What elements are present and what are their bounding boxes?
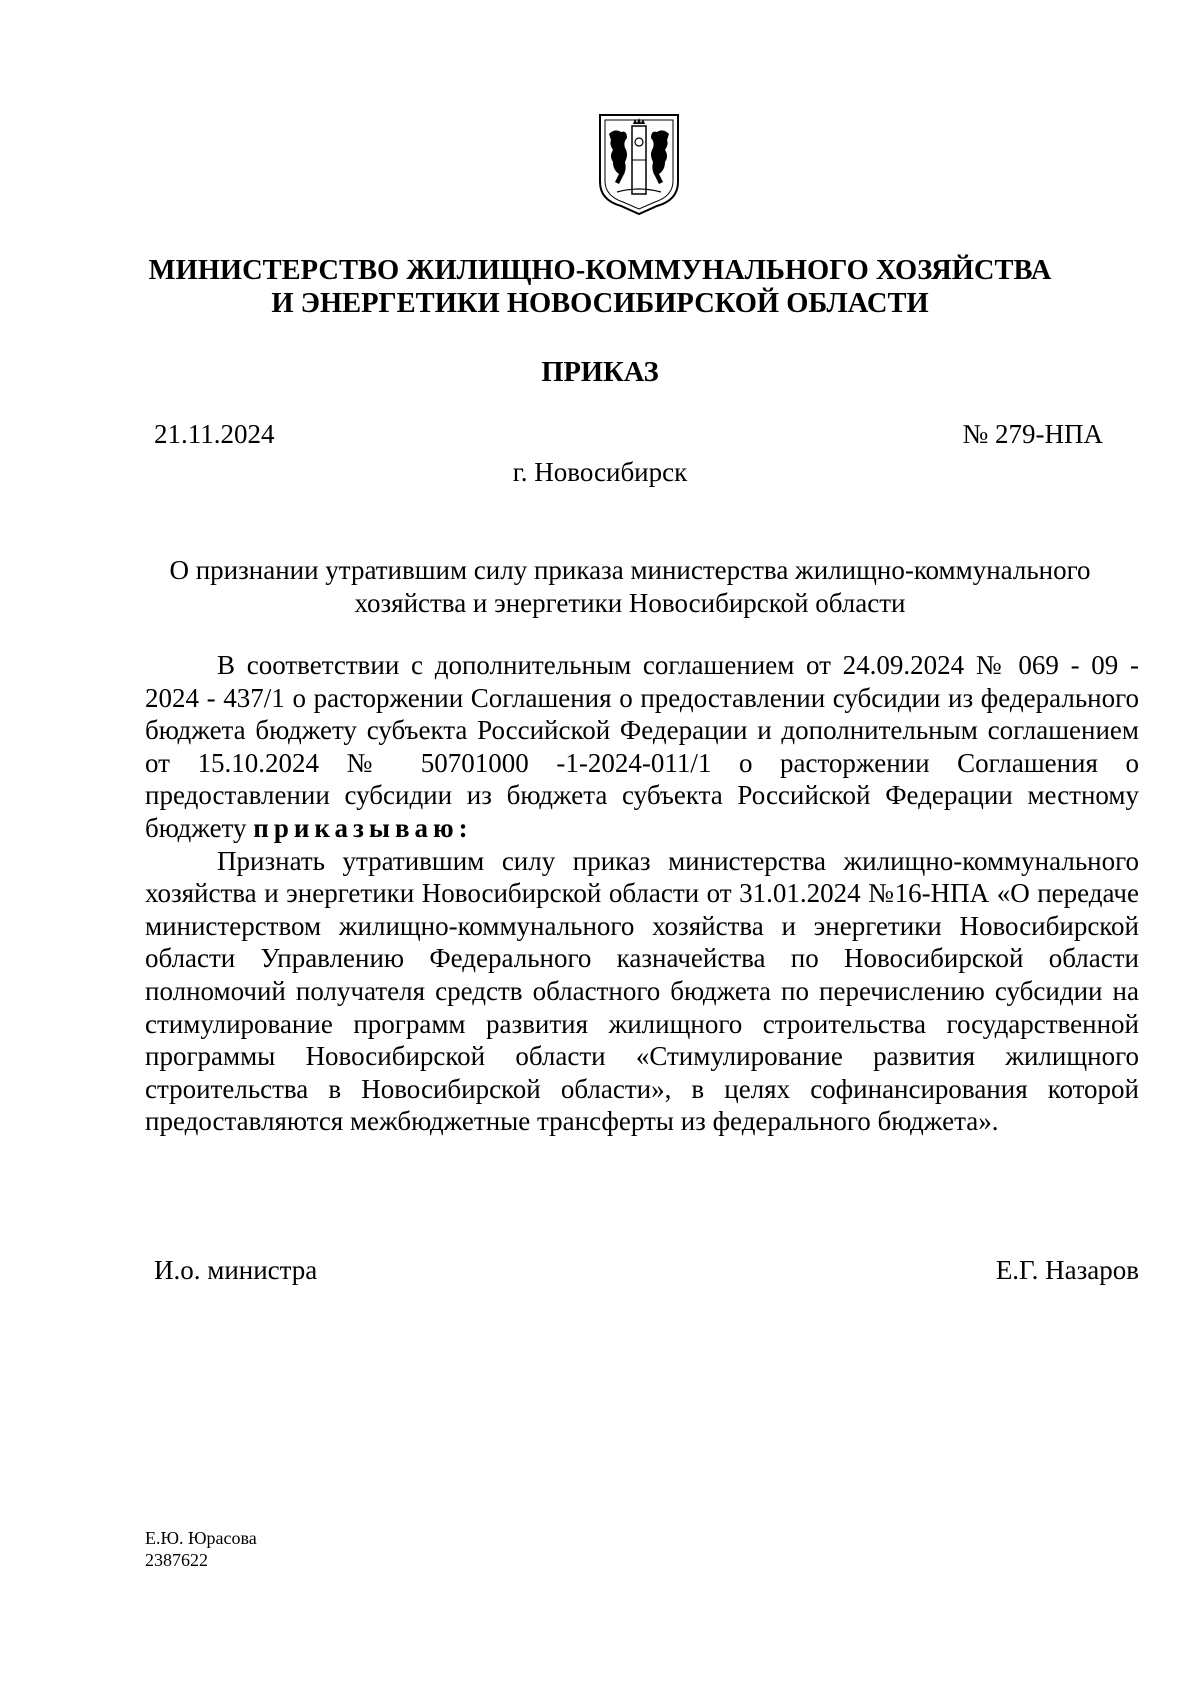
order-subject-line1: О признании утратившим силу приказа министерства жилищно-коммунального	[169, 555, 1091, 585]
executor-block	[145, 1527, 257, 1571]
order-clause-paragraph: Признать утратившим силу приказ министерства жилищно-коммунального хозяйства и энергетики Новосибирской области от 31.01.2024 №16-НПА «О передаче министерством жилищно-коммунального хозяйства и энергетики Новосибирской области Управлению Федерального казначейства по Новосибирской области полномочий получателя средств областного бюджета по перечислению субсидии на стимулирование программ развития жилищного строительства государственной программы Новосибирской области «Стимулирование развития жилищного строительства в Новосибирской области», в целях софинансирования которой предоставляются межбюджетные трансферты из федерального бюджета».	[145, 845, 1139, 1137]
executor-phone: 2387622	[145, 1550, 208, 1570]
executor-name: Е.Ю. Юрасова	[145, 1528, 257, 1548]
document-type: ПРИКАЗ	[541, 357, 659, 388]
order-date: 21.11.2024	[154, 419, 275, 449]
ministry-name	[0, 254, 1200, 320]
order-subject	[140, 554, 1120, 619]
order-subject-line2: хозяйства и энергетики Новосибирской области	[354, 587, 906, 618]
signatory-name: Е.Г. Назаров	[995, 1255, 1139, 1285]
preamble-text: В соответствии с дополнительным соглашением от 24.09.2024 № 069 - 09 - 2024 - 437/1 о расторжении Соглашения о предоставлении субсидии из федерального бюджета бюджету субъекта Российской Федерации и дополнительным соглашением от 15.10.2024 № 50701000 -1-2024-011/1 о расторжении Соглашения о предоставлении субсидии из бюджета субъекта Российской Федерации местному бюджету	[145, 650, 1139, 843]
order-city: г. Новосибирск	[512, 457, 688, 487]
preamble-paragraph	[145, 649, 1139, 845]
ministry-name-line1: МИНИСТЕРСТВО ЖИЛИЩНО-КОММУНАЛЬНОГО ХОЗЯЙСТВА	[148, 255, 1052, 286]
order-keyword: приказываю:	[253, 812, 473, 843]
order-number: № 279-НПА	[962, 419, 1103, 449]
order-body	[145, 649, 1139, 1138]
ministry-name-line2: И ЭНЕРГЕТИКИ НОВОСИБИРСКОЙ ОБЛАСТИ	[271, 288, 929, 319]
coat-of-arms-icon	[597, 112, 681, 217]
signatory-position: И.о. министра	[154, 1255, 318, 1285]
